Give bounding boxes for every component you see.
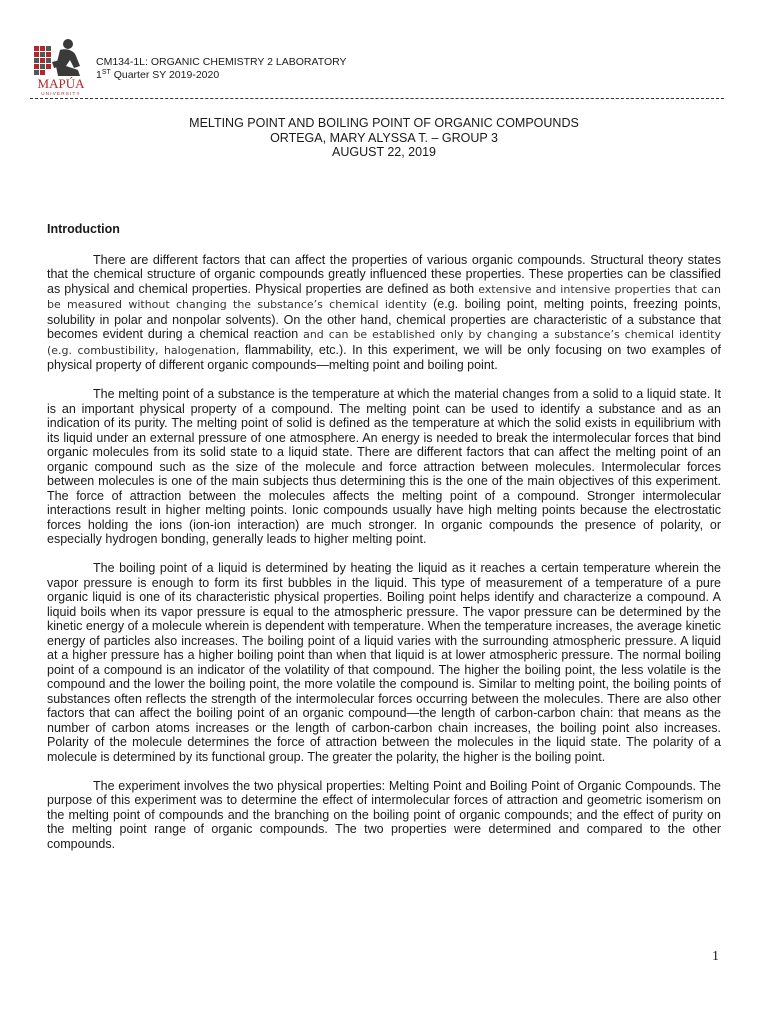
paragraph: There are different factors that can affect the properties of various organic compounds. Structural theory states that the chemical structure of organic compounds greatly influenced these properties. These properties can be classified as physical and chemical properties. Physical properties are defined as both extensive and intensive properties that can be measured without changing the substance’s chemical identity (e.g. boiling point, melting points, freezing points, solubility in polar and nonpolar solvents). On the other hand, chemical properties are characteristic of a substance that becomes evident during a chemical reaction and can be established only by changing a substance’s chemical identity (e.g. combustibility, halogenation, flammability, etc.). In this experiment, we will be only focusing on two examples of physical property of different organic compounds—melting point and boiling point.	[47, 252, 722, 372]
course-code: CM134-1L: ORGANIC CHEMISTRY 2 LABORATORY	[96, 56, 347, 68]
section-heading: Introduction	[47, 222, 120, 236]
svg-text:UNIVERSITY: UNIVERSITY	[41, 91, 81, 96]
document-title	[0, 116, 768, 160]
course-header	[96, 56, 347, 82]
introduction-section	[47, 222, 721, 866]
author-line: ORTEGA, MARY ALYSSA T. – GROUP 3	[270, 130, 498, 145]
header-divider	[30, 98, 724, 99]
quarter-line: 1ST Quarter SY 2019-2020	[96, 69, 220, 81]
title-line: MELTING POINT AND BOILING POINT OF ORGANIC COMPOUNDS	[189, 116, 579, 130]
paragraph: The boiling point of a liquid is determined by heating the liquid as it reaches a certain temperature wherein the vapor pressure is enough to form its first bubbles in the liquid. This type of measurement of a temperature of a pure organic liquid is one of its characteristic physical properties. Boiling point helps identify and characterize a compound. A liquid boils when its vapor pressure is equal to the atmospheric pressure. The vapor pressure can be determined by the kinetic energy of a molecule wherein is dependent with temperature. When the temperature increases, the average kinetic energy of particles also increases. The boiling point of a liquid varies with the surrounding atmospheric pressure. A liquid at a higher pressure has a higher boiling point than when that liquid is at lower atmospheric pressure. The normal boiling point of a compound is an indicator of the volatility of that compound. The higher the boiling point, the less volatile is the compound and the lower the boiling point, the more volatile the compound is. Similar to melting point, the boiling points of substances often reflects the strength of the intermolecular forces occurring between the molecules. There are also other factors that can affect the boiling point of an organic compound—the length of carbon-carbon chain: that means as the number of carbon atoms increases or the length of carbon-carbon chain increases, the boiling point also increases. Polarity of the molecule determines the force of attraction between the molecules in the liquid state. The polarity of a molecule is determined by its functional group. The greater the polarity, the higher is the boiling point.	[47, 561, 721, 764]
mapua-university-logo	[30, 36, 92, 98]
date-line: AUGUST 22, 2019	[332, 145, 436, 159]
paragraph: The melting point of a substance is the temperature at which the material changes from a solid to a liquid state. It is an important physical property of a compound. The melting point can be used to identify a substance and as an indication of its purity. The melting point of solid is defined as the temperature at which the solid exists in equilibrium with its liquid under an external pressure of one atmosphere. An energy is needed to break the intermolecular forces that bind organic molecules from its solid state to a liquid state. There are different factors that can affect the melting point of an organic compound such as the size of the molecule and force attraction between molecules. Intermolecular forces between molecules is one of the main subjects thus determining this is the one of the main objectives of this experiment. The force of attraction between the molecules affects the melting point of a compound. Stronger intermolecular interactions result in higher melting points. Ionic compounds usually have high melting points because the electrostatic forces holding the ions (ion-ion interaction) are much stronger. In organic compounds the presence of polarity, or especially hydrogen bonding, generally leads to higher melting point.	[47, 387, 721, 546]
paragraph: The experiment involves the two physical properties: Melting Point and Boiling Point of Organic Compounds. The purpose of this experiment was to determine the effect of intermolecular forces of attraction and geometric isomerism on the melting point of compounds and the branching on the boiling point of organic compounds; and the effect of purity on the melting point range of organic compounds. The two properties were determined and compared to the other compounds.	[47, 778, 721, 851]
svg-text:MAPÚA: MAPÚA	[37, 76, 85, 91]
page-number: 1	[712, 949, 719, 964]
